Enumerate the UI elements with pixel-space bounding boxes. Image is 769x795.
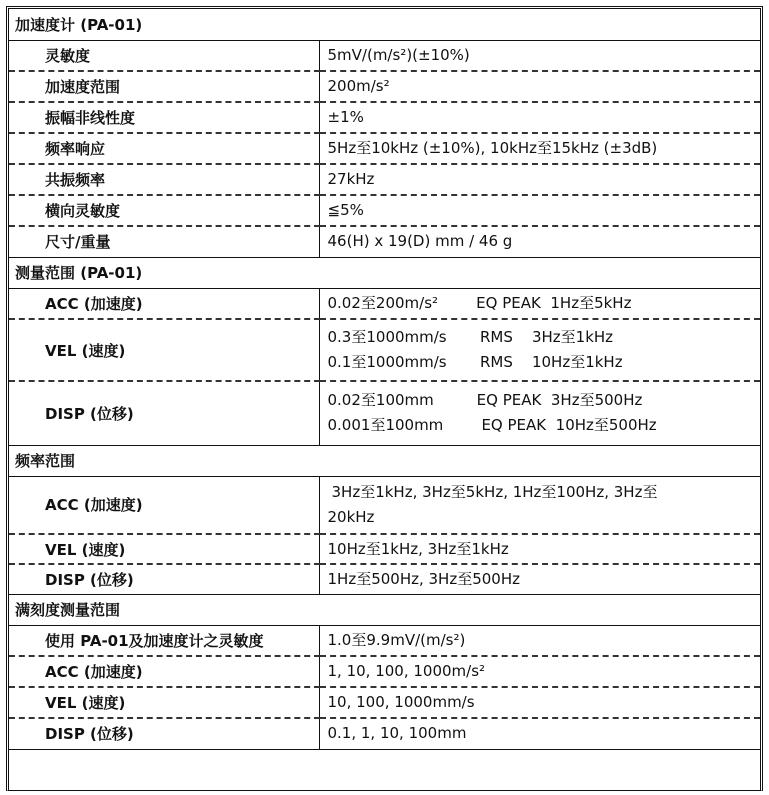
row-label: DISP (位移): [9, 718, 319, 749]
row-label: 共振频率: [9, 164, 319, 195]
row-label: 加速度范围: [9, 71, 319, 102]
value-line: 0.3至1000mm/s RMS 3Hz至1kHz: [327, 328, 614, 346]
row-value: 10Hz至1kHz, 3Hz至1kHz: [319, 534, 760, 564]
value-line: 3Hz至1kHz, 3Hz至5kHz, 1Hz至100Hz, 3Hz至: [331, 482, 658, 501]
value-line: 20kHz: [327, 507, 375, 526]
table-row: [9, 319, 760, 381]
table-row: [9, 226, 760, 257]
value-line: 0.001至100mm EQ PEAK 10Hz至500Hz: [327, 416, 657, 435]
row-value: 1Hz至500Hz, 3Hz至500Hz: [319, 564, 760, 594]
row-value: [319, 319, 760, 381]
section-title: 测量范围 (PA-01): [9, 257, 760, 288]
row-label: DISP (位移): [9, 564, 319, 594]
section-header-accelerometer: [9, 9, 760, 40]
table-row: [9, 687, 760, 718]
row-value: 5Hz至10kHz (±10%), 10kHz至15kHz (±3dB): [319, 133, 760, 164]
table-row: [9, 534, 760, 564]
row-value: 200m/s²: [319, 71, 760, 102]
row-label: 振幅非线性度: [9, 102, 319, 133]
row-value: [319, 381, 760, 445]
row-value: 10, 100, 1000mm/s: [319, 687, 760, 718]
row-label: ACC (加速度): [9, 288, 319, 319]
section-title: 满刻度测量范围: [9, 594, 760, 625]
row-value: 5mV/(m/s²)(±10%): [319, 40, 760, 71]
table-row: [9, 625, 760, 656]
row-value: ±1%: [319, 102, 760, 133]
row-label: 尺寸/重量: [9, 226, 319, 257]
value-line: 0.1至1000mm/s RMS 10Hz至1kHz: [327, 353, 623, 371]
table-row: [9, 133, 760, 164]
section-header-full-scale-range: [9, 594, 760, 625]
spec-table-frame: [6, 6, 763, 791]
row-label: VEL (速度): [9, 534, 319, 564]
row-label: VEL (速度): [9, 319, 319, 381]
value-line: 0.02至100mm EQ PEAK 3Hz至500Hz: [327, 391, 643, 410]
section-header-frequency-range: [9, 445, 760, 476]
table-row: [9, 656, 760, 687]
table-row: [9, 71, 760, 102]
row-label: DISP (位移): [9, 381, 319, 445]
table-row: [9, 288, 760, 319]
table-row: [9, 40, 760, 71]
row-value: [319, 476, 760, 534]
section-header-measurement-range: [9, 257, 760, 288]
table-row: [9, 476, 760, 534]
value-line: 0.02至200m/s² EQ PEAK 1Hz至5kHz: [327, 293, 632, 312]
table-row: [9, 718, 760, 749]
row-value: 0.1, 1, 10, 100mm: [319, 718, 760, 749]
row-value: 27kHz: [319, 164, 760, 195]
row-label: 使用 PA-01及加速度计之灵敏度: [9, 625, 319, 656]
row-label: 横向灵敏度: [9, 195, 319, 226]
table-row: [9, 164, 760, 195]
spec-table: [9, 9, 760, 750]
row-label: ACC (加速度): [9, 476, 319, 534]
row-label: ACC (加速度): [9, 656, 319, 687]
row-label: 灵敏度: [9, 40, 319, 71]
row-value: 1.0至9.9mV/(m/s²): [319, 625, 760, 656]
table-row: [9, 381, 760, 445]
row-value: 46(H) x 19(D) mm / 46 g: [319, 226, 760, 257]
table-row: [9, 195, 760, 226]
table-row: [9, 102, 760, 133]
row-value: 1, 10, 100, 1000m/s²: [319, 656, 760, 687]
row-label: VEL (速度): [9, 687, 319, 718]
row-value: [319, 288, 760, 319]
table-row: [9, 564, 760, 594]
row-label: 频率响应: [9, 133, 319, 164]
row-value: ≦5%: [319, 195, 760, 226]
section-title: 频率范围: [9, 445, 760, 476]
section-title: 加速度计 (PA-01): [9, 9, 760, 40]
